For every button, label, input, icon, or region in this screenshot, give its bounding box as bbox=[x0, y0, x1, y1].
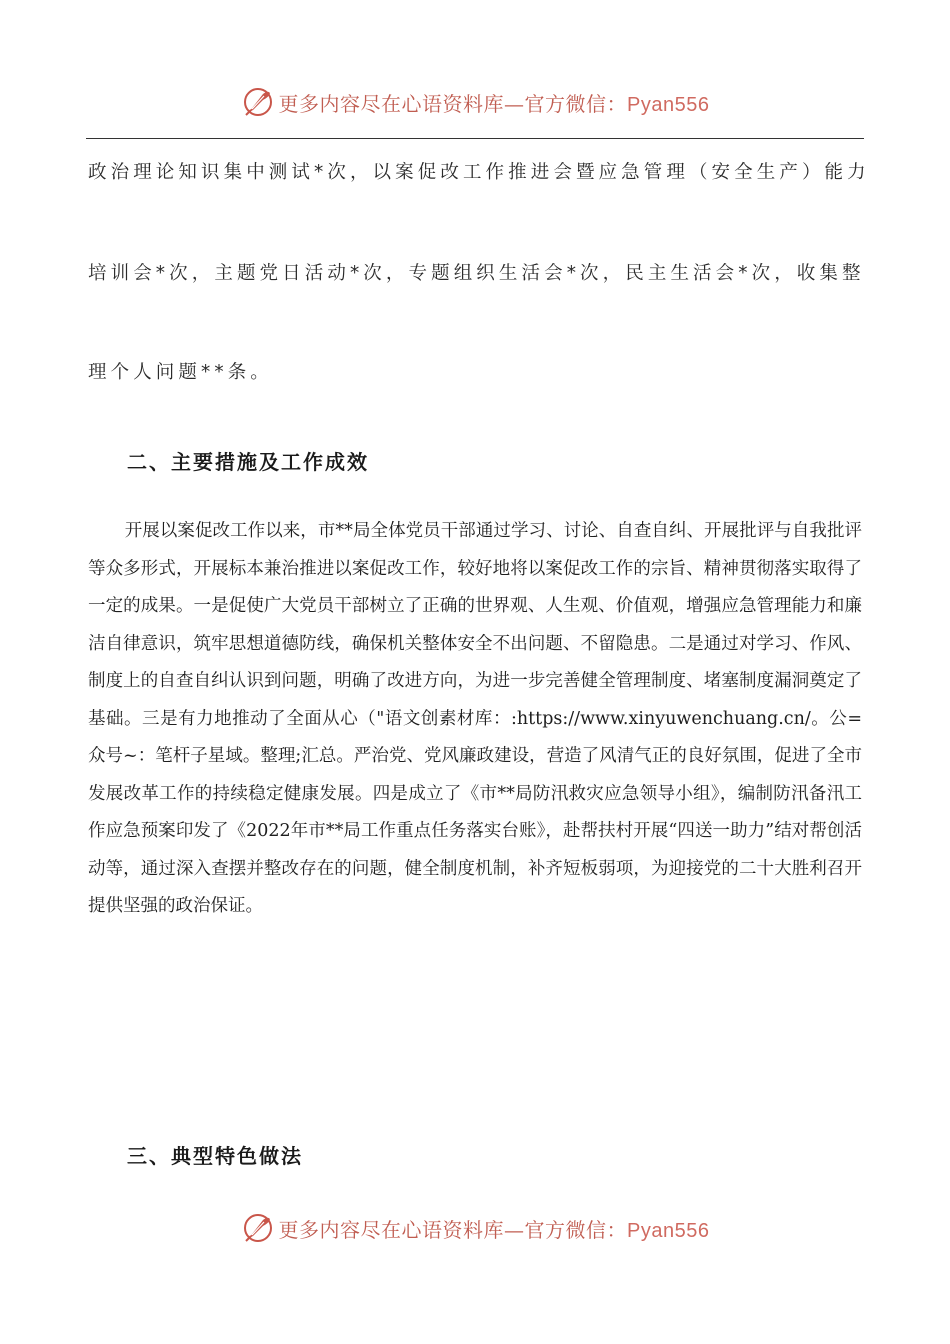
quill-logo-icon bbox=[241, 85, 275, 119]
section-heading-measures: 二、主要措施及工作成效 bbox=[127, 450, 369, 474]
header-banner-text: 更多内容尽在心语资料库—官方微信：Pyan556 bbox=[278, 91, 710, 116]
header-divider bbox=[86, 138, 864, 139]
header-wechat-id: Pyan556 bbox=[627, 93, 710, 116]
footer-wechat-id: Pyan556 bbox=[627, 1219, 710, 1242]
page-header bbox=[0, 82, 950, 122]
section-heading-practices: 三、典型特色做法 bbox=[127, 1144, 303, 1168]
paragraph-line-3: 理个人问题**条。 bbox=[88, 362, 273, 383]
quill-logo-icon bbox=[241, 1211, 275, 1245]
footer-banner-text: 更多内容尽在心语资料库—官方微信：Pyan556 bbox=[278, 1217, 710, 1242]
page-footer bbox=[0, 1208, 950, 1248]
paragraph-line-2: 培训会*次，主题党日活动*次，专题组织生活会*次，民主生活会*次，收集整 bbox=[88, 263, 865, 284]
paragraph-line-1: 政治理论知识集中测试*次，以案促改工作推进会暨应急管理（安全生产）能力 bbox=[88, 162, 870, 183]
section-body-measures: 开展以案促改工作以来，市**局全体党员干部通过学习、讨论、自查自纠、开展批评与自我批评等众多形式，开展标本兼治推进以案促改工作，较好地将以案促改工作的宗旨、精神贯彻落实取得了一定的成果。一是促使广大党员干部树立了正确的世界观、人生观、价值观，增强应急管理能力和廉洁自律意识，筑牢思想道德防线，确保机关整体安全不出问题、不留隐患。二是通过对学习、作风、制度上的自查自纠认识到问题，明确了改进方向，为进一步完善健全管理制度、堵塞制度漏洞奠定了基础。三是有力地推动了全面从心（"语文创素材库：:https://www.xinyuwenchuang.cn/。公=众号~：笔杆子星域。整理;汇总。严治党、党风廉政建设，营造了风清气正的良好氛围，促进了全市发展改革工作的持续稳定健康发展。四是成立了《市**局防汛救灾应急领导小组》，编制防汛备汛工作应急预案印发了《2022年市**局工作重点任务落实台账》，赴帮扶村开展“四送一助力”结对帮创活动等，通过深入查摆并整改存在的问题，健全制度机制，补齐短板弱项，为迎接党的二十大胜利召开提供坚强的政治保证。 bbox=[88, 521, 862, 916]
